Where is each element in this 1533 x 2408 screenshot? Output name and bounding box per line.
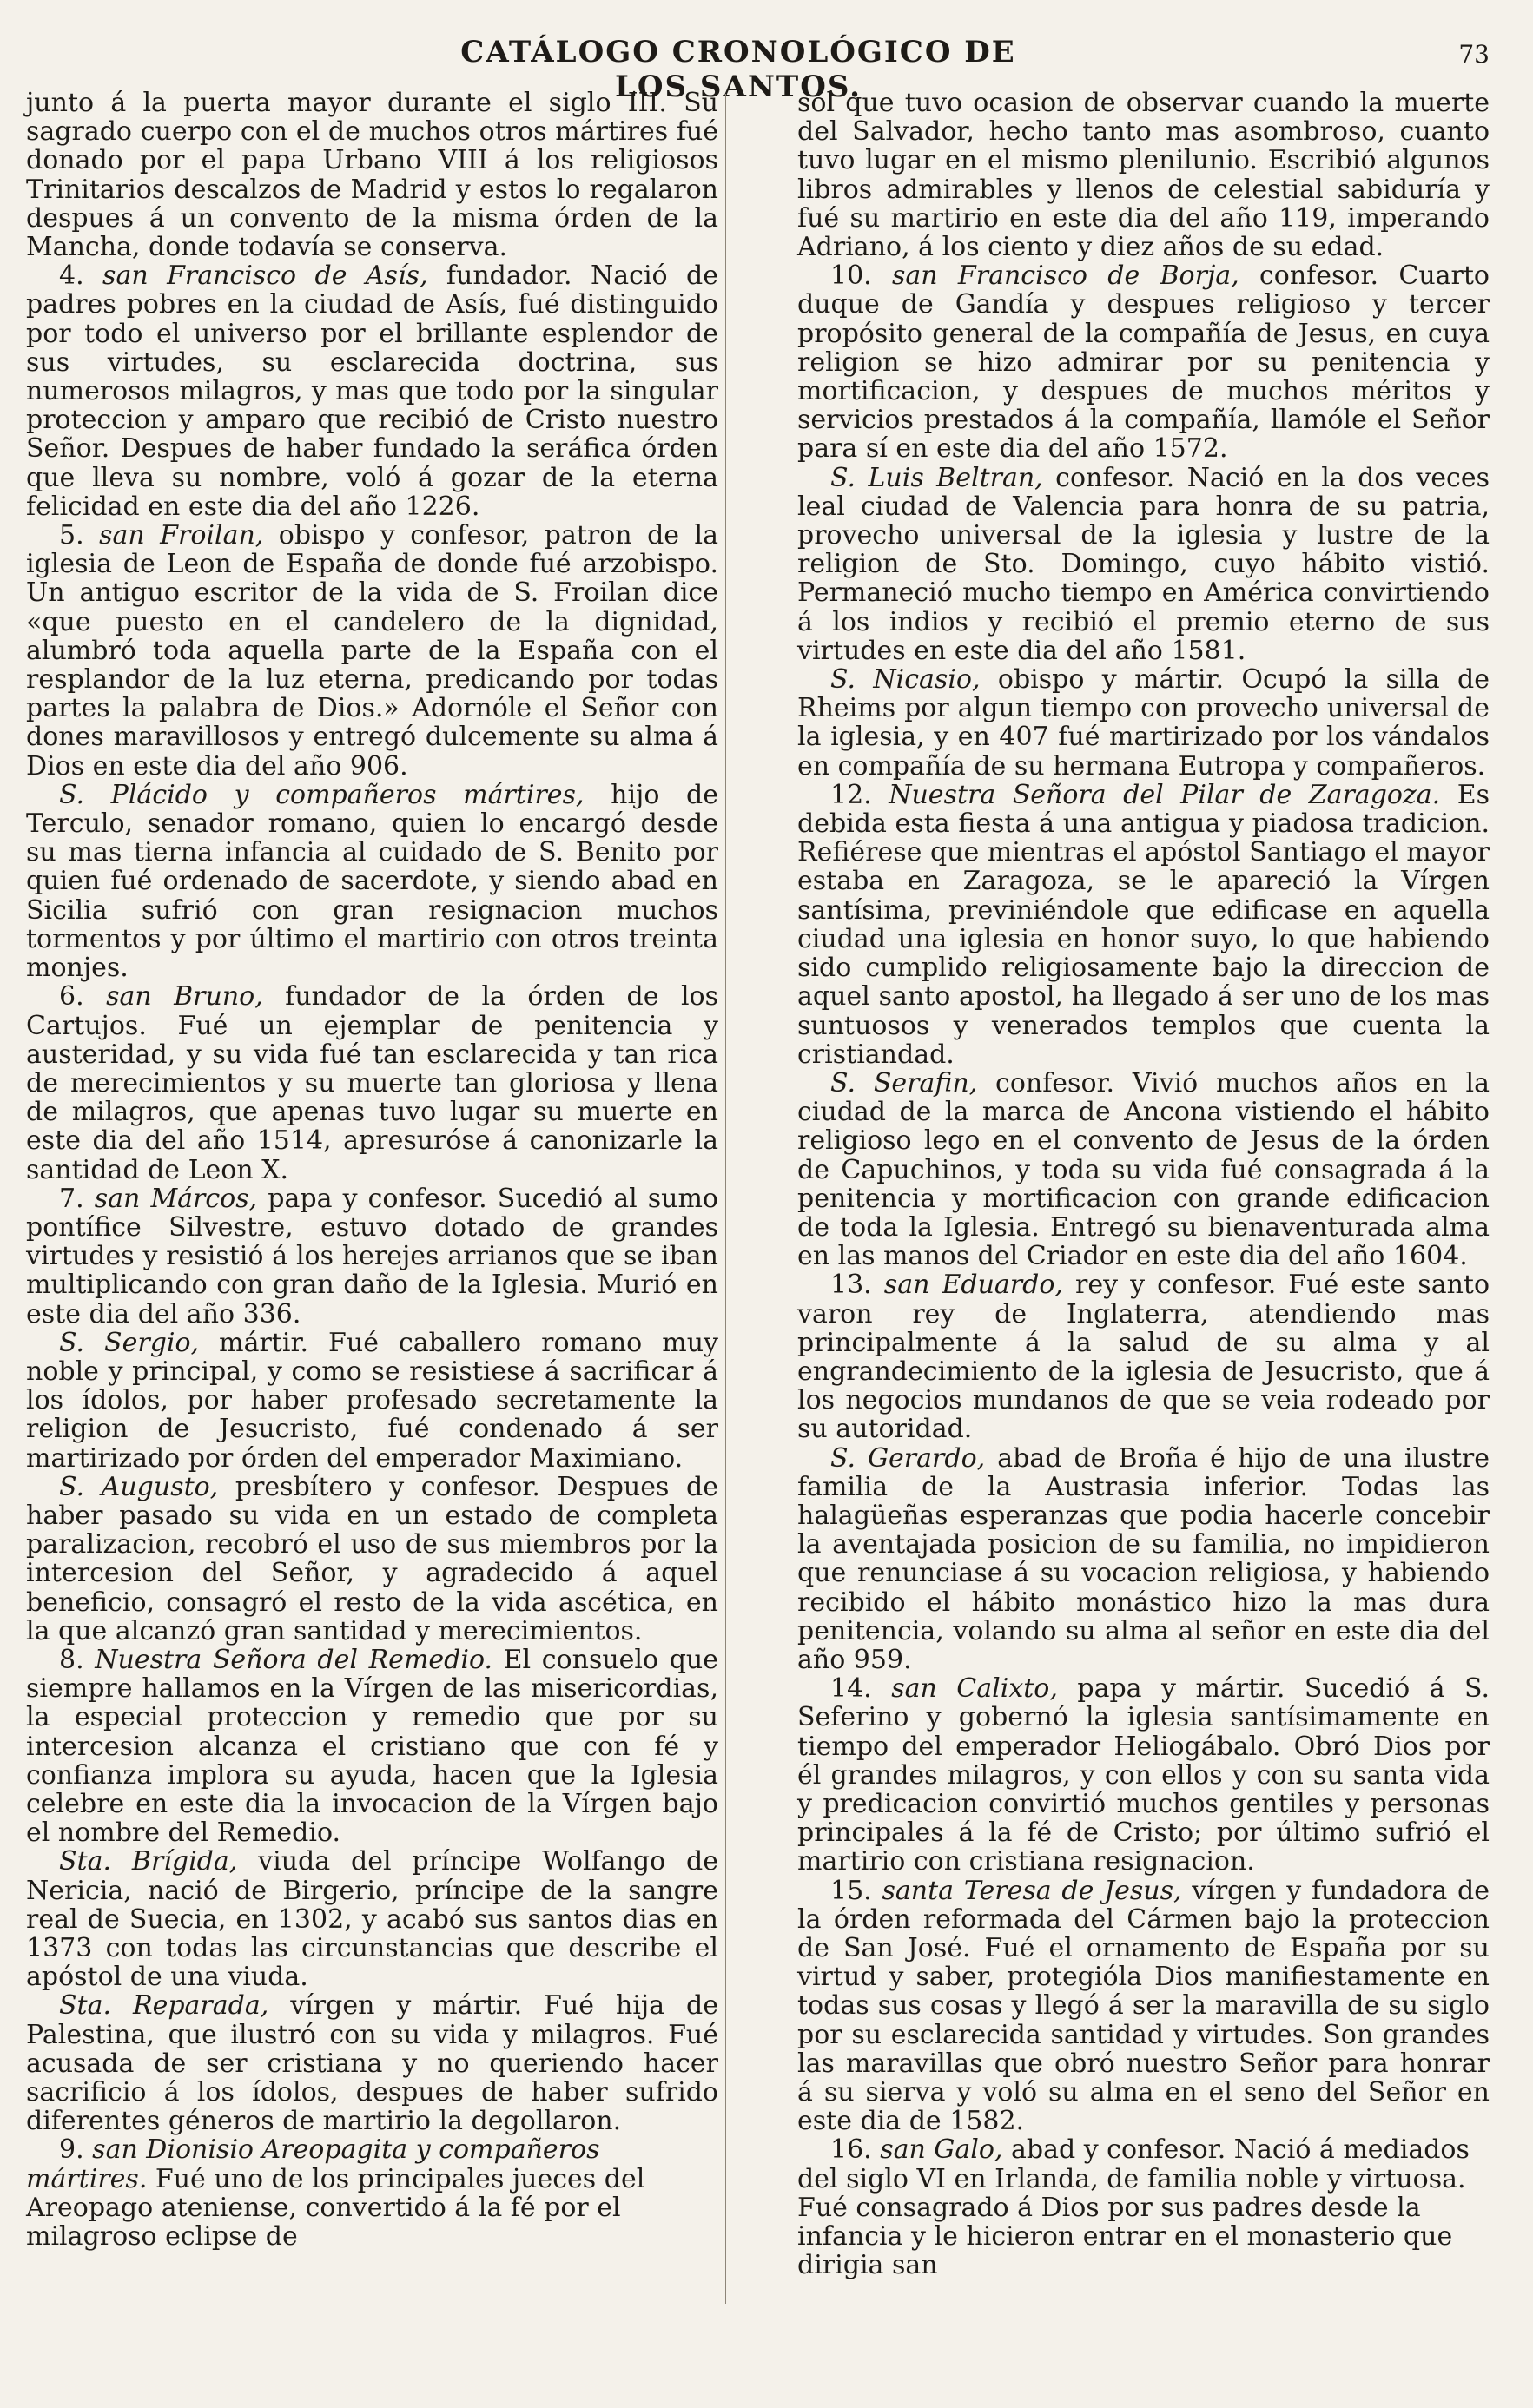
saint-name: Nuestra Señora del Pilar de Zaragoza. xyxy=(889,779,1441,810)
saint-entry xyxy=(797,665,1490,781)
saint-name: S. Sergio, xyxy=(59,1327,200,1358)
saint-name: san Calixto, xyxy=(891,1673,1058,1705)
saint-name: S. Plácido y compañeros mártires, xyxy=(59,779,585,810)
saint-entry xyxy=(26,1991,718,2135)
entry-number: 10. xyxy=(830,261,893,292)
saint-name: san Márcos, xyxy=(94,1183,258,1214)
entry-number: 14. xyxy=(830,1673,892,1705)
entry-number: 6. xyxy=(59,981,107,1013)
saint-entry xyxy=(26,982,718,1184)
saint-entry xyxy=(26,1847,718,1991)
entry-text: presbítero y confesor. Despues de haber pasado su vida en un estado de completa paralizacion, recobró el uso de sus miembros por la intercesion del Señor, y agradecido á aquel beneficio, consagró el resto de la vida ascética, en la que alcanzó gran santidad y merecimientos. xyxy=(26,1471,719,1646)
entry-number: 7. xyxy=(59,1183,95,1214)
saint-entry xyxy=(797,261,1490,463)
entry-text: abad y confesor. Nació á mediados del siglo VI en Irlanda, de familia noble y virtuosa. Fué consagrado á Dios por sus padres desde la infancia y le hicieron entrar en el monasterio que dirigia san xyxy=(797,2134,1470,2281)
entry-text: confesor. Vivió muchos años en la ciudad de la marca de Ancona vistiendo el hábito religioso lego en el convento de Jesus de la órden de Capuchinos, y toda su vida fué consagrada á la penitencia y mortificacion con grande edificacion de toda la Iglesia. Entregó su bienaventurada alma en las manos del Criador en este dia del año 1604. xyxy=(797,1067,1490,1272)
entry-text: vírgen y mártir. Fué hija de Palestina, que ilustró con su vida y milagros. Fué acusada de ser cristiana y no queriendo hacer sacrificio á los ídolos, despues de haber sufrido diferentes géneros de martirio la degollaron. xyxy=(26,1990,718,2137)
saint-name: san Francisco de Asís, xyxy=(102,261,428,292)
entry-text: El consuelo que siempre hallamos en la Vírgen de las misericordias, la especial proteccion y remedio que por su intercesion alcanza el cristiano que con fé y confianza implora su ayuda, hacen que la Iglesia celebre en este dia la invocacion de la Vírgen bajo el nombre del Remedio. xyxy=(26,1644,718,1849)
saint-name: san Eduardo, xyxy=(883,1270,1063,1301)
saint-entry xyxy=(797,464,1490,665)
saint-name: san Bruno, xyxy=(106,981,263,1013)
entry-number: 5. xyxy=(59,520,100,551)
entry-number: 16. xyxy=(830,2134,881,2166)
saint-entry xyxy=(797,1270,1490,1443)
saint-name: san Galo, xyxy=(880,2134,1003,2166)
left-column xyxy=(26,89,718,2251)
page-number: 73 xyxy=(1458,40,1490,69)
saint-name: Sta. Reparada, xyxy=(59,1990,269,2022)
entry-text: obispo y confesor, patron de la iglesia de Leon de España de donde fué arzobispo. Un antiguo escritor de la vida de S. Froilan dice «que puesto en el candelero de la dignidad, alumbró toda aquella parte de la España con el resplandor de la luz eterna, predicando por todas partes la palabra de Dios.» Adornóle el Señor con dones maravillosos y entregó dulcemente su alma á Dios en este dia del año 906. xyxy=(26,520,718,782)
saint-name: santa Teresa de Jesus, xyxy=(882,1875,1182,1906)
saint-entry xyxy=(797,1069,1490,1270)
saint-name: S. Luis Beltran, xyxy=(830,462,1043,493)
saint-entry xyxy=(26,781,718,982)
saint-name: S. Nicasio, xyxy=(830,664,981,696)
saint-name: S. Gerardo, xyxy=(830,1442,986,1474)
entry-text: Es debida esta fiesta á una antigua y piadosa tradicion. Refiérese que mientras el apóstol Santiago el mayor estaba en Zaragoza, se le apareció la Vírgen santísima, previniéndole que edificase en aquella ciudad una iglesia en honor suyo, lo que habiendo sido cumplido religiosamente bajo la direccion de aquel santo apostol, ha llegado á ser uno de los mas suntuosos y venerados templos que cuenta la cristiandad. xyxy=(797,779,1490,1070)
entry-number: 9. xyxy=(59,2134,93,2166)
saint-entry xyxy=(797,89,1490,261)
right-column xyxy=(797,89,1490,2279)
entry-text: fundador de la órden de los Cartujos. Fué un ejemplar de penitencia y austeridad, y su vida fué tan esclarecida y tan rica de merecimientos y su muerte tan gloriosa y llena de milagros, que apenas tuvo lugar su muerte en este dia del año 1514, apresuróse á canonizarle la santidad de Leon X. xyxy=(26,981,719,1185)
saint-name: Nuestra Señora del Remedio. xyxy=(95,1644,493,1675)
entry-text: fundador. Nació de padres pobres en la ciudad de Asís, fué distinguido por todo el universo por el brillante esplendor de sus virtudes, su esclarecida doctrina, sus numerosos milagros, y mas que todo por la singular proteccion y amparo que recibió de Cristo nuestro Señor. Despues de haber fundado la seráfica órden que lleva su nombre, voló á gozar de la eterna felicidad en este dia del año 1226. xyxy=(26,261,718,522)
saint-entry xyxy=(797,2135,1490,2279)
entry-text: junto á la puerta mayor durante el siglo III. Su sagrado cuerpo con el de muchos otros mártires fué donado por el papa Urbano VIII á los religiosos Trinitarios descalzos de Madrid y estos lo regalaron despues á un convento de la misma órden de la Mancha, donde todavía se conserva. xyxy=(26,88,718,263)
entry-number: 15. xyxy=(830,1875,882,1906)
entry-number: 4. xyxy=(59,261,103,292)
saint-name: san Francisco de Borja, xyxy=(892,261,1239,292)
column-divider xyxy=(725,94,726,2304)
entry-text: papa y confesor. Sucedió al sumo pontífice Silvestre, estuvo dotado de grandes virtudes y resistió á los herejes arrianos que se iban multiplicando con gran daño de la Iglesia. Murió en este dia del año 336. xyxy=(26,1183,718,1329)
saint-entry xyxy=(26,1646,718,1847)
saint-entry xyxy=(797,1444,1490,1675)
saint-name: san Froilan, xyxy=(99,520,264,551)
entry-text: confesor. Cuarto duque de Gandía y despues religioso y tercer propósito general de la compañía de Jesus, en cuya religion se hizo admirar por su penitencia y mortificacion, y despues de muchos méritos y servicios prestados á la compañía, llamóle el Señor para sí en este dia del año 1572. xyxy=(797,261,1490,465)
entry-text: mártir. Fué caballero romano muy noble y principal, y como se resistiese á sacrificar á los ídolos, por haber profesado secretamente la religion de Jesucristo, fué condenado á ser martirizado por órden del emperador Maximiano. xyxy=(26,1327,718,1474)
entry-number: 12. xyxy=(830,779,889,810)
entry-text: abad de Broña é hijo de una ilustre familia de la Austrasia inferior. Todas las halagüeñas esperanzas que podia hacerle concebir la aventajada posicion de su familia, no impidieron que renunciase á su vocacion religiosa, y habiendo recibido el hábito monástico hizo la mas dura penitencia, volando su alma al señor en este dia del año 959. xyxy=(797,1442,1490,1675)
saint-name: Sta. Brígida, xyxy=(59,1846,238,1877)
saint-name: san Dionisio Areopagita y compañeros mártires. xyxy=(26,2134,600,2194)
saint-entry xyxy=(26,1329,718,1473)
saint-entry xyxy=(797,1674,1490,1876)
saint-entry xyxy=(26,89,718,261)
saint-name: S. Augusto, xyxy=(59,1471,219,1502)
saint-entry xyxy=(26,1473,718,1646)
saint-entry xyxy=(26,1184,718,1329)
entry-text: papa y mártir. Sucedió á S. Seferino y gobernó la iglesia santísimamente en tiempo del emperador Heliogábalo. Obró Dios por él grandes milagros, y con ellos y con su santa vida y predicacion convirtió muchos gentiles y personas principales á la fé de Cristo; por último sufrió el martirio con cristiana resignacion. xyxy=(797,1673,1490,1877)
entry-number: 13. xyxy=(830,1270,884,1301)
entry-text: viuda del príncipe Wolfango de Nericia, nació de Birgerio, príncipe de la sangre real de Suecia, en 1302, y acabó sus santos dias en 1373 con todas las circunstancias que describe el apóstol de una viuda. xyxy=(26,1846,718,1993)
entry-number: 8. xyxy=(59,1644,96,1675)
entry-text: hijo de Terculo, senador romano, quien lo encargó desde su mas tierna infancia al cuidado de S. Benito por quien fué ordenado de sacerdote, y siendo abad en Sicilia sufrió con gran resignacion muchos tormentos y por último el martirio con otros treinta monjes. xyxy=(26,779,718,984)
saint-entry xyxy=(26,2135,718,2251)
saint-name: S. Serafin, xyxy=(830,1067,978,1098)
entry-text: sol que tuvo ocasion de observar cuando la muerte del Salvador, hecho tanto mas asombroso, cuanto tuvo lugar en el mismo plenilunio. Escribió algunos libros admirables y llenos de celestial sabiduría y fué su martirio en este dia del año 119, imperando Adriano, á los ciento y diez años de su edad. xyxy=(797,88,1490,263)
entry-text: confesor. Nació en la dos veces leal ciudad de Valencia para honra de su patria, provecho universal de la iglesia y lustre de la religion de Sto. Domingo, cuyo hábito vistió. Permaneció mucho tiempo en América convirtiendo á los indios y recibió el premio eterno de sus virtudes en este dia del año 1581. xyxy=(797,462,1490,666)
saint-entry xyxy=(26,261,718,521)
saint-entry xyxy=(26,521,718,781)
entry-text: Fué uno de los principales jueces del Areopago ateniense, convertido á la fé por el milagroso eclipse de xyxy=(26,2163,645,2253)
saint-entry xyxy=(797,781,1490,1069)
running-header: CATÁLOGO CRONOLÓGICO DE LOS SANTOS. xyxy=(460,35,1016,104)
entry-text: vírgen y fundadora de la órden reformada del Cármen bajo la proteccion de San José. Fué el ornamento de España por su virtud y saber, protegióla Dios manifiestamente en todas sus cosas y llegó á ser la maravilla de su siglo por su esclarecida santidad y virtudes. Son grandes las maravillas que obró nuestro Señor para honrar á su sierva y voló su alma en el seno del Señor en este dia de 1582. xyxy=(797,1875,1490,2137)
entry-text: obispo y mártir. Ocupó la silla de Rheims por algun tiempo con provecho universal de la iglesia, y en 407 fué martirizado por los vándalos en compañía de su hermana Eutropa y compañeros. xyxy=(797,664,1490,782)
saint-entry xyxy=(797,1877,1490,2136)
entry-text: rey y confesor. Fué este santo varon rey de Inglaterra, atendiendo mas principalmente á la salud de su alma y al engrandecimiento de la iglesia de Jesucristo, que á los negocios mundanos de que se veia rodeado por su autoridad. xyxy=(797,1270,1490,1445)
